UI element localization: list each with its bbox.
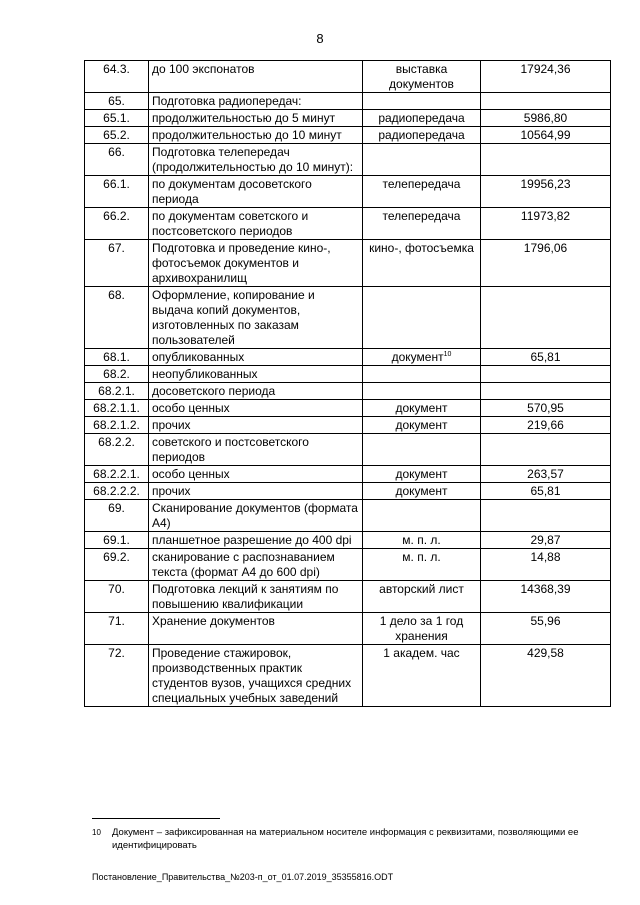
row-price-text: 65,81 [530,484,561,498]
row-number [85,417,149,434]
row-name [149,613,363,645]
table-row [85,127,611,144]
row-price-text: 5986,80 [523,111,568,125]
row-name [149,466,363,483]
row-name [149,287,363,349]
row-name-text: продолжительностью до 10 минут [152,128,342,142]
row-unit-text: кино-, фотосъемка [369,241,474,255]
row-name [149,434,363,466]
row-price [481,500,611,532]
row-number-text: 70. [108,582,125,596]
row-unit [363,349,481,366]
row-price [481,400,611,417]
row-unit [363,483,481,500]
row-name [149,208,363,240]
row-price [481,532,611,549]
table-row [85,61,611,93]
row-unit-text: телепередача [382,177,461,191]
row-price [481,61,611,93]
row-number [85,400,149,417]
row-number [85,208,149,240]
table-row [85,287,611,349]
row-number-text: 69.1. [103,533,130,547]
table-body [85,61,611,707]
row-unit [363,400,481,417]
row-number [85,434,149,466]
row-name [149,581,363,613]
row-name [149,144,363,176]
footnote-mark: 10 [92,828,101,837]
row-name [149,127,363,144]
table-row [85,417,611,434]
table-row [85,176,611,208]
row-name-text: Проведение стажировок, производственных практик студентов вузов, учащихся средних специальных учебных заведений [152,646,352,705]
row-name [149,532,363,549]
row-number-text: 68.2. [103,367,130,381]
row-number-text: 68.2.2.2. [93,484,140,498]
row-unit [363,549,481,581]
row-price-text: 29,87 [530,533,561,547]
row-price-text: 263,57 [527,467,564,481]
row-name [149,483,363,500]
row-price-text: 429,58 [527,646,564,660]
row-price [481,645,611,707]
row-name-text: продолжительностью до 5 минут [152,111,336,125]
row-name [149,500,363,532]
row-unit [363,366,481,383]
row-number-text: 68. [108,288,125,302]
row-name-text: по документам досоветского периода [152,177,312,206]
row-unit-text: 1 дело за 1 год хранения [379,614,464,643]
row-unit [363,434,481,466]
row-number-text: 65.2. [103,128,130,142]
row-number-text: 68.2.1.1. [93,401,140,415]
row-unit [363,287,481,349]
row-name-text: Оформление, копирование и выдача копий документов, изготовленных по заказам пользователей [152,288,315,347]
row-unit [363,240,481,287]
row-price [481,366,611,383]
row-number-text: 69.2. [103,550,130,564]
table-row [85,532,611,549]
table-row [85,400,611,417]
row-unit-text: документ [395,401,448,415]
table-row [85,110,611,127]
row-number [85,366,149,383]
footnote-text: Документ – зафиксированная на материальном носителе информация с реквизитами, позволяющими ее идентифицировать [112,827,579,851]
row-number [85,466,149,483]
row-name-text: планшетное разрешение до 400 dpi [152,533,352,547]
row-price-text: 19956,23 [520,177,571,191]
row-number-text: 66.2. [103,209,130,223]
row-number-text: 68.2.2.1. [93,467,140,481]
row-unit [363,127,481,144]
document-footer: Постановление_Правительства_№203-п_от_01.07.2019_35355816.ODT [92,872,394,882]
row-unit [363,532,481,549]
row-unit [363,176,481,208]
table-row [85,581,611,613]
table-row [85,613,611,645]
row-number-text: 68.2.1.2. [93,418,140,432]
row-price-text: 1796,06 [523,241,568,255]
row-price-text: 14,88 [530,550,561,564]
table-row [85,645,611,707]
row-number [85,176,149,208]
row-name-text: Подготовка телепередач (продолжительностью до 10 минут): [152,145,354,174]
row-unit-text: выставка документов [389,62,454,91]
row-name-text: Подготовка и проведение кино-, фотосъемок документов и архивохранилищ [152,241,331,285]
row-name [149,176,363,208]
row-number-text: 68.2.2. [98,435,135,449]
row-number [85,613,149,645]
row-number [85,287,149,349]
row-unit-text: 1 академ. час [383,646,460,660]
footnote-separator [92,818,220,819]
table-row [85,549,611,581]
row-price [481,127,611,144]
price-table [84,60,611,707]
row-number [85,93,149,110]
row-number-text: 67. [108,241,125,255]
row-unit-text: м. п. л. [402,533,441,547]
table-row [85,144,611,176]
row-price-text: 65,81 [530,350,561,364]
table-row [85,434,611,466]
row-price [481,549,611,581]
table-row [85,466,611,483]
row-name-text: советского и постсоветского периодов [152,435,309,464]
row-number-text: 66.1. [103,177,130,191]
row-number [85,240,149,287]
row-number [85,61,149,93]
row-number [85,532,149,549]
row-name [149,61,363,93]
row-number [85,581,149,613]
row-price [481,383,611,400]
row-price [481,349,611,366]
row-number [85,483,149,500]
row-unit [363,144,481,176]
row-number [85,144,149,176]
table-row [85,483,611,500]
row-number-text: 65. [108,94,125,108]
row-unit [363,383,481,400]
row-name-text: Подготовка радиопередач: [152,94,302,108]
row-price [481,110,611,127]
row-number [85,127,149,144]
row-name-text: сканирование с распознаванием текста (формат А4 до 600 dpi) [152,550,335,579]
row-unit [363,645,481,707]
row-price [481,287,611,349]
row-name-text: Сканирование документов (формата А4) [152,501,358,530]
row-price [481,144,611,176]
table-row [85,93,611,110]
row-name [149,383,363,400]
row-unit [363,466,481,483]
row-name-text: по документам советского и постсоветского периодов [152,209,309,238]
row-number [85,500,149,532]
row-number [85,110,149,127]
table-row [85,240,611,287]
row-name [149,549,363,581]
row-unit [363,93,481,110]
row-price-text: 10564,99 [520,128,571,142]
row-name [149,645,363,707]
row-number [85,383,149,400]
row-number-text: 69. [108,501,125,515]
table-row [85,366,611,383]
row-name-text: Хранение документов [152,614,275,628]
row-number-text: 68.1. [103,350,130,364]
row-name-text: досоветского периода [152,384,276,398]
row-price [481,176,611,208]
row-name-text: прочих [152,418,191,432]
row-name-text: неопубликованных [152,367,258,381]
row-name [149,400,363,417]
row-unit-text: радиопередача [378,111,465,125]
row-number-text: 72. [108,646,125,660]
row-unit-text: радиопередача [378,128,465,142]
row-number-text: 71. [108,614,125,628]
row-name [149,417,363,434]
row-name [149,349,363,366]
row-unit-text: документ [391,350,444,364]
row-name-text: Подготовка лекций к занятиям по повышению квалификации [152,582,339,611]
row-unit-text: телепередача [382,209,461,223]
row-unit-text: документ [395,418,448,432]
row-number-text: 68.2.1. [98,384,135,398]
row-name [149,366,363,383]
row-name-text: особо ценных [152,401,230,415]
row-price-text: 219,66 [527,418,564,432]
row-unit-text: м. п. л. [402,550,441,564]
row-number [85,349,149,366]
page-number: 8 [316,31,324,46]
table-row [85,208,611,240]
row-name [149,240,363,287]
row-number [85,549,149,581]
footnote-reference[interactable]: 10 [443,351,452,358]
row-name-text: до 100 экспонатов [152,62,255,76]
row-unit [363,417,481,434]
row-price [481,581,611,613]
row-number-text: 65.1. [103,111,130,125]
row-name [149,93,363,110]
row-price [481,434,611,466]
row-price [481,208,611,240]
row-name [149,110,363,127]
row-unit [363,500,481,532]
row-name-text: особо ценных [152,467,230,481]
row-number-text: 64.3. [103,62,130,76]
row-price [481,93,611,110]
row-name-text: прочих [152,484,191,498]
row-price [481,483,611,500]
row-unit [363,208,481,240]
row-unit [363,110,481,127]
row-price [481,417,611,434]
row-number-text: 66. [108,145,125,159]
row-unit [363,581,481,613]
row-price-text: 570,95 [527,401,564,415]
row-price-text: 14368,39 [520,582,571,596]
table-row [85,500,611,532]
row-unit [363,61,481,93]
row-name-text: опубликованных [152,350,245,364]
footnote [92,826,620,852]
row-price-text: 17924,36 [520,62,571,76]
row-number [85,645,149,707]
row-price [481,240,611,287]
row-price-text: 11973,82 [520,209,571,223]
table-row [85,383,611,400]
table-row [85,349,611,366]
row-unit-text: документ [395,467,448,481]
row-unit-text: документ [395,484,448,498]
row-unit [363,613,481,645]
row-price-text: 55,96 [530,614,561,628]
row-price [481,466,611,483]
row-price [481,613,611,645]
row-unit-text: авторский лист [379,582,464,596]
